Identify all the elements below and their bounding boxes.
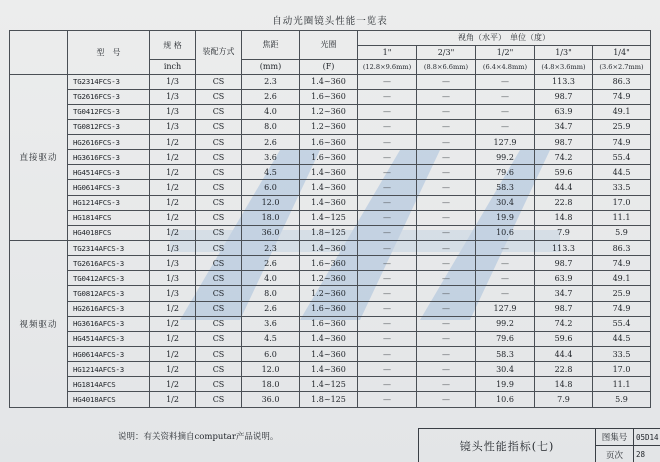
fov-value-cell: —	[417, 316, 476, 331]
header-fov-dimension: (6.4×4.8mm)	[476, 60, 535, 75]
table-row	[10, 74, 651, 89]
fov-value-cell: —	[476, 256, 535, 271]
table-row	[10, 210, 651, 225]
aperture-cell: 1.6~360	[300, 256, 358, 271]
table-title: 自动光圈镜头性能一览表	[272, 16, 388, 27]
focal-length-cell: 4.0	[242, 271, 300, 286]
table-row	[10, 241, 651, 256]
fov-value-cell: —	[358, 210, 417, 225]
fov-value-cell: 14.8	[535, 210, 593, 225]
spec-cell: 1/3	[150, 286, 196, 301]
focal-length-cell: 18.0	[242, 377, 300, 392]
model-cell: HG0614AFCS-3	[68, 347, 150, 362]
fov-value-cell: 74.2	[535, 150, 593, 165]
fov-value-cell: —	[476, 74, 535, 89]
table-row	[10, 195, 651, 210]
fov-value-cell: 44.5	[593, 165, 651, 180]
drive-type-label: 直接驱动	[10, 74, 68, 241]
fov-value-cell: 30.4	[476, 362, 535, 377]
table-row	[10, 331, 651, 346]
model-cell: TG0812FCS-3	[68, 119, 150, 134]
table-row	[10, 135, 651, 150]
fov-value-cell: 33.5	[593, 347, 651, 362]
aperture-cell: 1.4~360	[300, 241, 358, 256]
mount-cell: CS	[196, 331, 242, 346]
mount-cell: CS	[196, 89, 242, 104]
lens-spec-table	[9, 30, 651, 408]
fov-value-cell: 58.3	[476, 180, 535, 195]
mount-cell: CS	[196, 180, 242, 195]
title-block	[418, 428, 660, 462]
fov-value-cell: —	[358, 180, 417, 195]
fov-value-cell: 34.7	[535, 119, 593, 134]
fov-value-cell: 49.1	[593, 104, 651, 119]
table-row	[10, 89, 651, 104]
focal-length-cell: 18.0	[242, 210, 300, 225]
mount-cell: CS	[196, 362, 242, 377]
fov-value-cell: —	[358, 331, 417, 346]
fov-value-cell: 98.7	[535, 89, 593, 104]
fov-value-cell: 33.5	[593, 180, 651, 195]
table-row	[10, 316, 651, 331]
page-label: 页次	[596, 446, 634, 462]
fov-value-cell: —	[417, 271, 476, 286]
mount-cell: CS	[196, 150, 242, 165]
fov-value-cell: 7.9	[535, 392, 593, 407]
header-fov-size: 1/4"	[593, 45, 651, 60]
fov-value-cell: —	[358, 241, 417, 256]
fov-value-cell: 25.9	[593, 286, 651, 301]
aperture-cell: 1.4~125	[300, 210, 358, 225]
fov-value-cell: 44.4	[535, 180, 593, 195]
header-aperture	[300, 31, 358, 60]
focal-length-cell: 12.0	[242, 195, 300, 210]
fov-value-cell: 11.1	[593, 377, 651, 392]
fov-value-cell: 55.4	[593, 316, 651, 331]
fov-value-cell: 7.9	[535, 225, 593, 240]
focal-length-cell: 8.0	[242, 286, 300, 301]
fov-value-cell: 113.3	[535, 241, 593, 256]
focal-length-cell: 36.0	[242, 225, 300, 240]
fov-value-cell: 98.7	[535, 135, 593, 150]
mount-cell: CS	[196, 165, 242, 180]
model-cell: HG3616AFCS-3	[68, 316, 150, 331]
fov-value-cell: —	[358, 377, 417, 392]
fov-value-cell: —	[358, 347, 417, 362]
fov-value-cell: —	[417, 180, 476, 195]
fov-value-cell: 19.9	[476, 210, 535, 225]
header-focal-unit: (mm)	[242, 60, 300, 75]
spec-cell: 1/3	[150, 119, 196, 134]
fov-value-cell: 10.6	[476, 225, 535, 240]
mount-cell: CS	[196, 225, 242, 240]
fov-value-cell: —	[417, 241, 476, 256]
focal-length-cell: 8.0	[242, 119, 300, 134]
model-cell: HG0614FCS-3	[68, 180, 150, 195]
aperture-cell: 1.6~360	[300, 316, 358, 331]
fov-value-cell: —	[417, 347, 476, 362]
focal-length-cell: 2.6	[242, 256, 300, 271]
fov-value-cell: —	[358, 256, 417, 271]
fov-value-cell: 98.7	[535, 301, 593, 316]
header-fov: 视角（水平） 单位（度）	[358, 31, 651, 46]
fov-value-cell: 22.8	[535, 195, 593, 210]
header-fov-dimension: (8.8×6.6mm)	[417, 60, 476, 75]
spec-cell: 1/2	[150, 377, 196, 392]
fov-value-cell: —	[417, 89, 476, 104]
model-cell: HG3616FCS-3	[68, 150, 150, 165]
aperture-cell: 1.4~360	[300, 362, 358, 377]
model-cell: HG1814FCS	[68, 210, 150, 225]
focal-length-cell: 3.6	[242, 316, 300, 331]
table-row	[10, 377, 651, 392]
header-fov-size: 1"	[358, 45, 417, 60]
mount-cell: CS	[196, 195, 242, 210]
fov-value-cell: 10.6	[476, 392, 535, 407]
table-row	[10, 301, 651, 316]
spec-cell: 1/3	[150, 74, 196, 89]
table-row	[10, 165, 651, 180]
fov-value-cell: —	[358, 271, 417, 286]
fov-value-cell: 30.4	[476, 195, 535, 210]
model-cell: HG1814AFCS	[68, 377, 150, 392]
fov-value-cell: —	[358, 135, 417, 150]
aperture-cell: 1.4~360	[300, 74, 358, 89]
table-row	[10, 362, 651, 377]
mount-cell: CS	[196, 301, 242, 316]
fov-value-cell: 5.9	[593, 225, 651, 240]
fov-value-cell: —	[358, 392, 417, 407]
mount-cell: CS	[196, 271, 242, 286]
fov-value-cell: 59.6	[535, 165, 593, 180]
header-aperture-label: 光圈	[320, 40, 337, 49]
fov-value-cell: 113.3	[535, 74, 593, 89]
aperture-cell: 1.8~125	[300, 392, 358, 407]
header-focal	[242, 31, 300, 60]
fov-value-cell: 74.9	[593, 256, 651, 271]
aperture-cell: 1.4~360	[300, 180, 358, 195]
fov-value-cell: —	[417, 286, 476, 301]
fov-value-cell: 22.8	[535, 362, 593, 377]
fov-value-cell: —	[417, 301, 476, 316]
header-aperture-unit: (F)	[300, 60, 358, 75]
focal-length-cell: 6.0	[242, 347, 300, 362]
model-cell: HG2616FCS-3	[68, 135, 150, 150]
mount-cell: CS	[196, 347, 242, 362]
model-cell: HG4018AFCS	[68, 392, 150, 407]
fov-value-cell: 49.1	[593, 271, 651, 286]
aperture-cell: 1.2~360	[300, 119, 358, 134]
table-row	[10, 150, 651, 165]
table-row	[10, 180, 651, 195]
fov-value-cell: 25.9	[593, 119, 651, 134]
aperture-cell: 1.6~360	[300, 150, 358, 165]
spec-cell: 1/2	[150, 362, 196, 377]
aperture-cell: 1.2~360	[300, 104, 358, 119]
drawing-title: 镜头性能指标(七)	[419, 429, 596, 462]
model-cell: TG0412AFCS-3	[68, 271, 150, 286]
table-row	[10, 392, 651, 407]
fov-value-cell: 5.9	[593, 392, 651, 407]
aperture-cell: 1.4~360	[300, 195, 358, 210]
table-row	[10, 271, 651, 286]
focal-length-cell: 36.0	[242, 392, 300, 407]
fov-value-cell: —	[417, 362, 476, 377]
fov-value-cell: —	[476, 271, 535, 286]
focal-length-cell: 2.6	[242, 89, 300, 104]
fov-value-cell: —	[417, 377, 476, 392]
aperture-cell: 1.2~360	[300, 271, 358, 286]
aperture-cell: 1.8~125	[300, 225, 358, 240]
table-row	[10, 119, 651, 134]
fov-value-cell: —	[358, 316, 417, 331]
model-cell: HG4514AFCS-3	[68, 331, 150, 346]
header-mount	[196, 31, 242, 75]
aperture-cell: 1.6~360	[300, 89, 358, 104]
focal-length-cell: 12.0	[242, 362, 300, 377]
aperture-cell: 1.4~360	[300, 165, 358, 180]
fov-value-cell: —	[417, 210, 476, 225]
model-cell: TG2616AFCS-3	[68, 256, 150, 271]
fov-value-cell: —	[417, 150, 476, 165]
fov-value-cell: 55.4	[593, 150, 651, 165]
spec-cell: 1/3	[150, 241, 196, 256]
aperture-cell: 1.4~125	[300, 377, 358, 392]
fov-value-cell: —	[476, 89, 535, 104]
fov-value-cell: 58.3	[476, 347, 535, 362]
fov-value-cell: —	[476, 119, 535, 134]
fov-value-cell: —	[417, 392, 476, 407]
fov-value-cell: 14.8	[535, 377, 593, 392]
mount-cell: CS	[196, 210, 242, 225]
fov-value-cell: —	[358, 195, 417, 210]
atlas-label: 图集号	[596, 429, 634, 446]
fov-value-cell: 63.9	[535, 104, 593, 119]
mount-cell: CS	[196, 119, 242, 134]
fov-value-cell: 11.1	[593, 210, 651, 225]
mount-cell: CS	[196, 392, 242, 407]
fov-value-cell: —	[358, 362, 417, 377]
fov-value-cell: 127.9	[476, 301, 535, 316]
header-group-blank	[10, 31, 68, 75]
atlas-number: 05D14	[634, 429, 660, 446]
table-row	[10, 286, 651, 301]
fov-value-cell: 99.2	[476, 316, 535, 331]
header-fov-dimension: (12.8×9.6mm)	[358, 60, 417, 75]
aperture-cell: 1.6~360	[300, 135, 358, 150]
focal-length-cell: 2.6	[242, 301, 300, 316]
fov-value-cell: 59.6	[535, 331, 593, 346]
fov-value-cell: 74.9	[593, 135, 651, 150]
fov-value-cell: 74.9	[593, 301, 651, 316]
drive-type-label: 视频驱动	[10, 241, 68, 408]
mount-cell: CS	[196, 286, 242, 301]
mount-cell: CS	[196, 135, 242, 150]
fov-value-cell: 63.9	[535, 271, 593, 286]
spec-cell: 1/2	[150, 150, 196, 165]
table-row	[10, 347, 651, 362]
fov-value-cell: 74.2	[535, 316, 593, 331]
fov-value-cell: —	[417, 195, 476, 210]
focal-length-cell: 2.6	[242, 135, 300, 150]
model-cell: TG0412FCS-3	[68, 104, 150, 119]
spec-cell: 1/3	[150, 89, 196, 104]
model-cell: TG2314AFCS-3	[68, 241, 150, 256]
fov-value-cell: —	[358, 286, 417, 301]
spec-cell: 1/2	[150, 225, 196, 240]
fov-value-cell: 99.2	[476, 150, 535, 165]
spec-cell: 1/2	[150, 195, 196, 210]
mount-cell: CS	[196, 74, 242, 89]
focal-length-cell: 4.5	[242, 165, 300, 180]
fov-value-cell: 74.9	[593, 89, 651, 104]
aperture-cell: 1.4~360	[300, 331, 358, 346]
spec-cell: 1/2	[150, 165, 196, 180]
header-mount-label: 装配方式	[202, 47, 235, 57]
model-cell: TG2314FCS-3	[68, 74, 150, 89]
header-fov-size: 2/3"	[417, 45, 476, 60]
spec-cell: 1/2	[150, 347, 196, 362]
fov-value-cell: —	[358, 150, 417, 165]
fov-value-cell: —	[358, 119, 417, 134]
fov-value-cell: —	[476, 286, 535, 301]
spec-cell: 1/2	[150, 210, 196, 225]
mount-cell: CS	[196, 256, 242, 271]
spec-cell: 1/2	[150, 135, 196, 150]
fov-value-cell: —	[358, 74, 417, 89]
focal-length-cell: 3.6	[242, 150, 300, 165]
model-cell: HG1214FCS-3	[68, 195, 150, 210]
fov-value-cell: 86.3	[593, 74, 651, 89]
spec-cell: 1/2	[150, 316, 196, 331]
focal-length-cell: 4.0	[242, 104, 300, 119]
spec-cell: 1/2	[150, 180, 196, 195]
model-cell: HG1214AFCS-3	[68, 362, 150, 377]
header-model: 型 号	[68, 31, 150, 75]
model-cell: TG0812AFCS-3	[68, 286, 150, 301]
aperture-cell: 1.6~360	[300, 301, 358, 316]
header-fov-dimension: (4.8×3.6mm)	[535, 60, 593, 75]
fov-value-cell: 34.7	[535, 286, 593, 301]
model-cell: HG4018FCS	[68, 225, 150, 240]
model-cell: HG2616AFCS-3	[68, 301, 150, 316]
spec-cell: 1/3	[150, 271, 196, 286]
fov-value-cell: —	[358, 165, 417, 180]
spec-cell: 1/3	[150, 104, 196, 119]
focal-length-cell: 6.0	[242, 180, 300, 195]
fov-value-cell: 127.9	[476, 135, 535, 150]
spec-cell: 1/2	[150, 301, 196, 316]
page-number: 28	[636, 450, 646, 459]
model-cell: HG4514FCS-3	[68, 165, 150, 180]
fov-value-cell: —	[358, 225, 417, 240]
aperture-cell: 1.4~360	[300, 347, 358, 362]
spec-cell: 1/2	[150, 331, 196, 346]
fov-value-cell: —	[417, 119, 476, 134]
fov-value-cell: —	[417, 331, 476, 346]
header-fov-dimension: (3.6×2.7mm)	[593, 60, 651, 75]
footnote: 说明：有关资料摘自computar产品说明。	[118, 432, 279, 442]
header-spec: 规 格	[150, 31, 196, 60]
fov-value-cell: 79.6	[476, 331, 535, 346]
fov-value-cell: —	[358, 301, 417, 316]
header-focal-label: 焦距	[262, 40, 279, 49]
fov-value-cell: —	[358, 89, 417, 104]
fov-value-cell: 98.7	[535, 256, 593, 271]
spec-cell: 1/3	[150, 256, 196, 271]
fov-value-cell: —	[417, 225, 476, 240]
focal-length-cell: 2.3	[242, 241, 300, 256]
table-row	[10, 256, 651, 271]
table-row	[10, 104, 651, 119]
model-cell: TG2616FCS-3	[68, 89, 150, 104]
header-spec-unit: inch	[150, 60, 196, 75]
fov-value-cell: 86.3	[593, 241, 651, 256]
fov-value-cell: 17.0	[593, 362, 651, 377]
fov-value-cell: —	[417, 135, 476, 150]
mount-cell: CS	[196, 241, 242, 256]
focal-length-cell: 4.5	[242, 331, 300, 346]
fov-value-cell: —	[417, 74, 476, 89]
mount-cell: CS	[196, 104, 242, 119]
mount-cell: CS	[196, 316, 242, 331]
fov-value-cell: —	[476, 104, 535, 119]
fov-value-cell: —	[417, 104, 476, 119]
fov-value-cell: —	[476, 241, 535, 256]
fov-value-cell: 19.9	[476, 377, 535, 392]
fov-value-cell: 79.6	[476, 165, 535, 180]
spec-cell: 1/2	[150, 392, 196, 407]
fov-value-cell: —	[417, 256, 476, 271]
focal-length-cell: 2.3	[242, 74, 300, 89]
header-fov-size: 1/2"	[476, 45, 535, 60]
header-fov-size: 1/3"	[535, 45, 593, 60]
fov-value-cell: 44.5	[593, 331, 651, 346]
aperture-cell: 1.2~360	[300, 286, 358, 301]
mount-cell: CS	[196, 377, 242, 392]
table-row	[10, 225, 651, 240]
fov-value-cell: 17.0	[593, 195, 651, 210]
fov-value-cell: 44.4	[535, 347, 593, 362]
fov-value-cell: —	[358, 104, 417, 119]
fov-value-cell: —	[417, 165, 476, 180]
